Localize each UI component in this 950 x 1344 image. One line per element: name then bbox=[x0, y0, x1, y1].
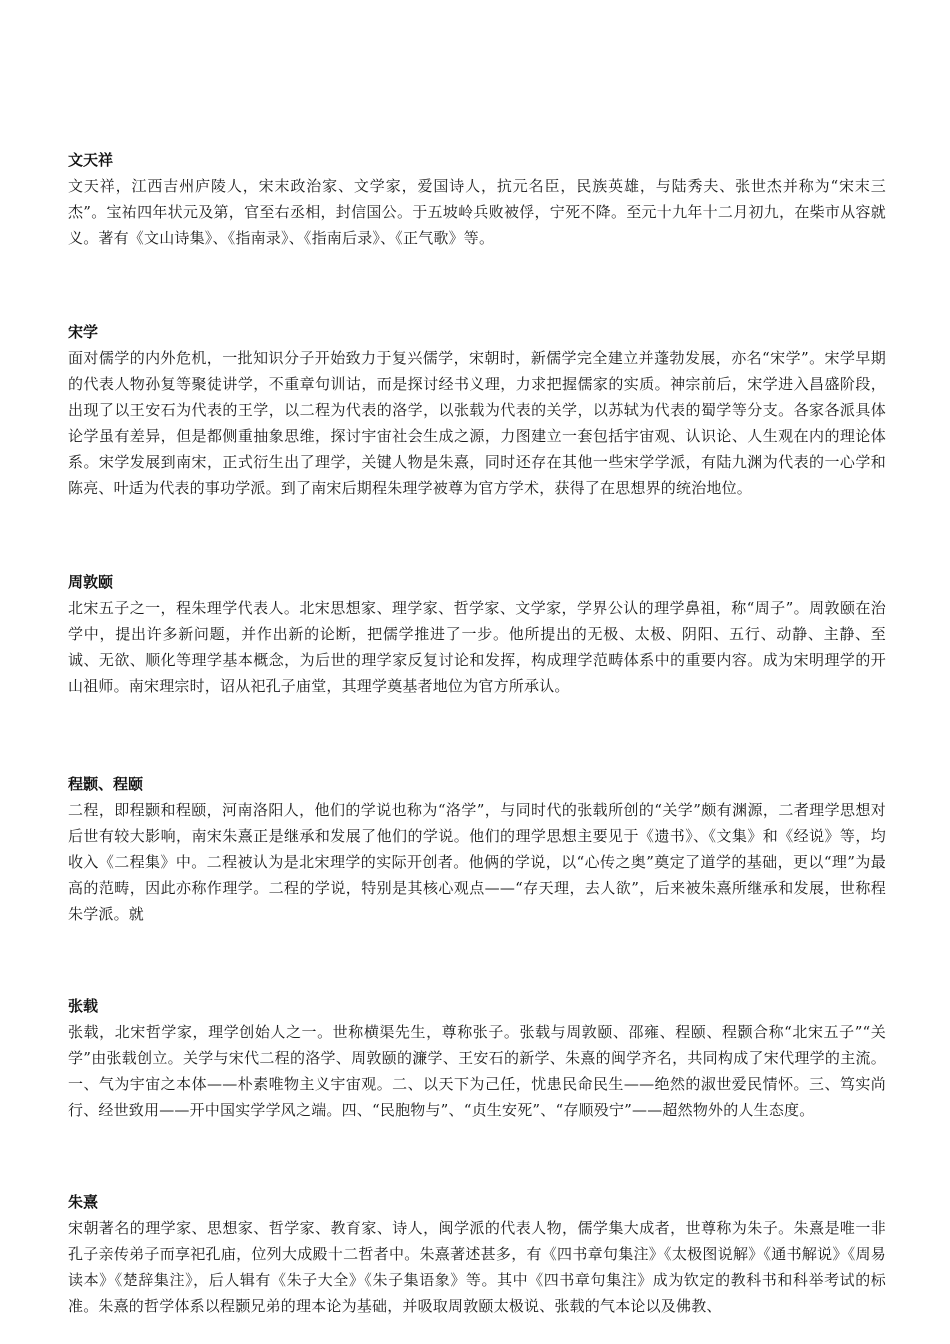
entry-song-xue bbox=[68, 319, 886, 501]
entry-zhu-xi bbox=[68, 1189, 886, 1319]
entry-title: 程颢、程颐 bbox=[68, 775, 144, 793]
section-spacer bbox=[68, 251, 886, 319]
entry-cheng-brothers bbox=[68, 771, 886, 927]
entry-body: 张载，北宋哲学家，理学创始人之一。世称横渠先生，尊称张子。张载与周敦颐、邵雍、程颐、程颢合称“北宋五子”“关学”由张载创立。关学与宋代二程的洛学、周敦颐的濂学、王安石的新学、朱熹的闽学齐名，共同构成了宋代理学的主流。一、气为宇宙之本体——朴素唯物主义宇宙观。二、以天下为己任，忧患民命民生——绝然的淑世爱民情怀。三、笃实尚行、经世致用——开中国实学学风之端。四、“民胞物与”、“贞生安死”、“存顺殁宁”——超然物外的人生态度。 bbox=[68, 1023, 886, 1119]
section-spacer bbox=[68, 699, 886, 771]
entry-body: 宋朝著名的理学家、思想家、哲学家、教育家、诗人，闽学派的代表人物，儒学集大成者，世尊称为朱子。朱熹是唯一非孔子亲传弟子而享祀孔庙，位列大成殿十二哲者中。朱熹著述甚多，有《四书章句集注》《太极图说解》《通书解说》《周易读本》《楚辞集注》，后人辑有《朱子大全》《朱子集语象》等。其中《四书章句集注》成为钦定的教科书和科举考试的标准。朱熹的哲学体系以程颢兄弟的理本论为基础，并吸取周敦颐太极说、张载的气本论以及佛教、 bbox=[68, 1219, 886, 1315]
entry-title: 朱熹 bbox=[68, 1193, 99, 1211]
section-spacer bbox=[68, 927, 886, 993]
entry-wen-tianxiang bbox=[68, 147, 886, 251]
entry-body: 北宋五子之一，程朱理学代表人。北宋思想家、理学家、哲学家、文学家，学界公认的理学鼻祖，称“周子”。周敦颐在治学中，提出许多新问题，并作出新的论断，把儒学推进了一步。他所提出的无极、太极、阴阳、五行、动静、主静、至诚、无欲、顺化等理学基本概念，为后世的理学家反复讨论和发挥，构成理学范畴体系中的重要内容。成为宋明理学的开山祖师。南宋理宗时，诏从祀孔子庙堂，其理学奠基者地位为官方所承认。 bbox=[68, 599, 886, 695]
entry-zhou-dunyi bbox=[68, 569, 886, 699]
entry-zhang-zai bbox=[68, 993, 886, 1123]
entry-title: 张载 bbox=[68, 997, 99, 1015]
document-page bbox=[68, 147, 886, 1319]
section-spacer bbox=[68, 1123, 886, 1189]
entry-title: 周敦颐 bbox=[68, 573, 114, 591]
entry-title: 宋学 bbox=[68, 323, 99, 341]
entry-body: 面对儒学的内外危机，一批知识分子开始致力于复兴儒学，宋朝时，新儒学完全建立并蓬勃发展，亦名“宋学”。宋学早期的代表人物孙复等聚徒讲学，不重章句训诂，而是探讨经书义理，力求把握儒家的实质。神宗前后，宋学进入昌盛阶段，出现了以王安石为代表的王学，以二程为代表的洛学，以张载为代表的关学，以苏轼为代表的蜀学等分支。各家各派具体论学虽有差异，但是都侧重抽象思维，探讨宇宙社会生成之源，力图建立一套包括宇宙观、认识论、人生观在内的理论体系。宋学发展到南宋，正式衍生出了理学，关键人物是朱熹，同时还存在其他一些宋学学派，有陆九渊为代表的一心学和陈亮、叶适为代表的事功学派。到了南宋后期程朱理学被尊为官方学术，获得了在思想界的统治地位。 bbox=[68, 349, 886, 497]
entry-body: 文天祥，江西吉州庐陵人，宋末政治家、文学家，爱国诗人，抗元名臣，民族英雄，与陆秀夫、张世杰并称为“宋末三杰”。宝祐四年状元及第，官至右丞相，封信国公。于五坡岭兵败被俘，宁死不降。至元十九年十二月初九，在柴市从容就义。著有《文山诗集》、《指南录》、《指南后录》、《正气歌》等。 bbox=[68, 177, 886, 247]
section-spacer bbox=[68, 501, 886, 569]
entry-body: 二程，即程颢和程颐，河南洛阳人，他们的学说也称为“洛学”，与同时代的张载所创的“关学”颇有渊源，二者理学思想对后世有较大影响，南宋朱熹正是继承和发展了他们的学说。他们的理学思想主要见于《遗书》、《文集》和《经说》等，均收入《二程集》中。二程被认为是北宋理学的实际开创者。他俩的学说，以“心传之奥”奠定了道学的基础，更以“理”为最高的范畴，因此亦称作理学。二程的学说，特别是其核心观点——“存天理，去人欲”，后来被朱熹所继承和发展，世称程朱学派。就 bbox=[68, 801, 886, 923]
entry-title: 文天祥 bbox=[68, 151, 114, 169]
